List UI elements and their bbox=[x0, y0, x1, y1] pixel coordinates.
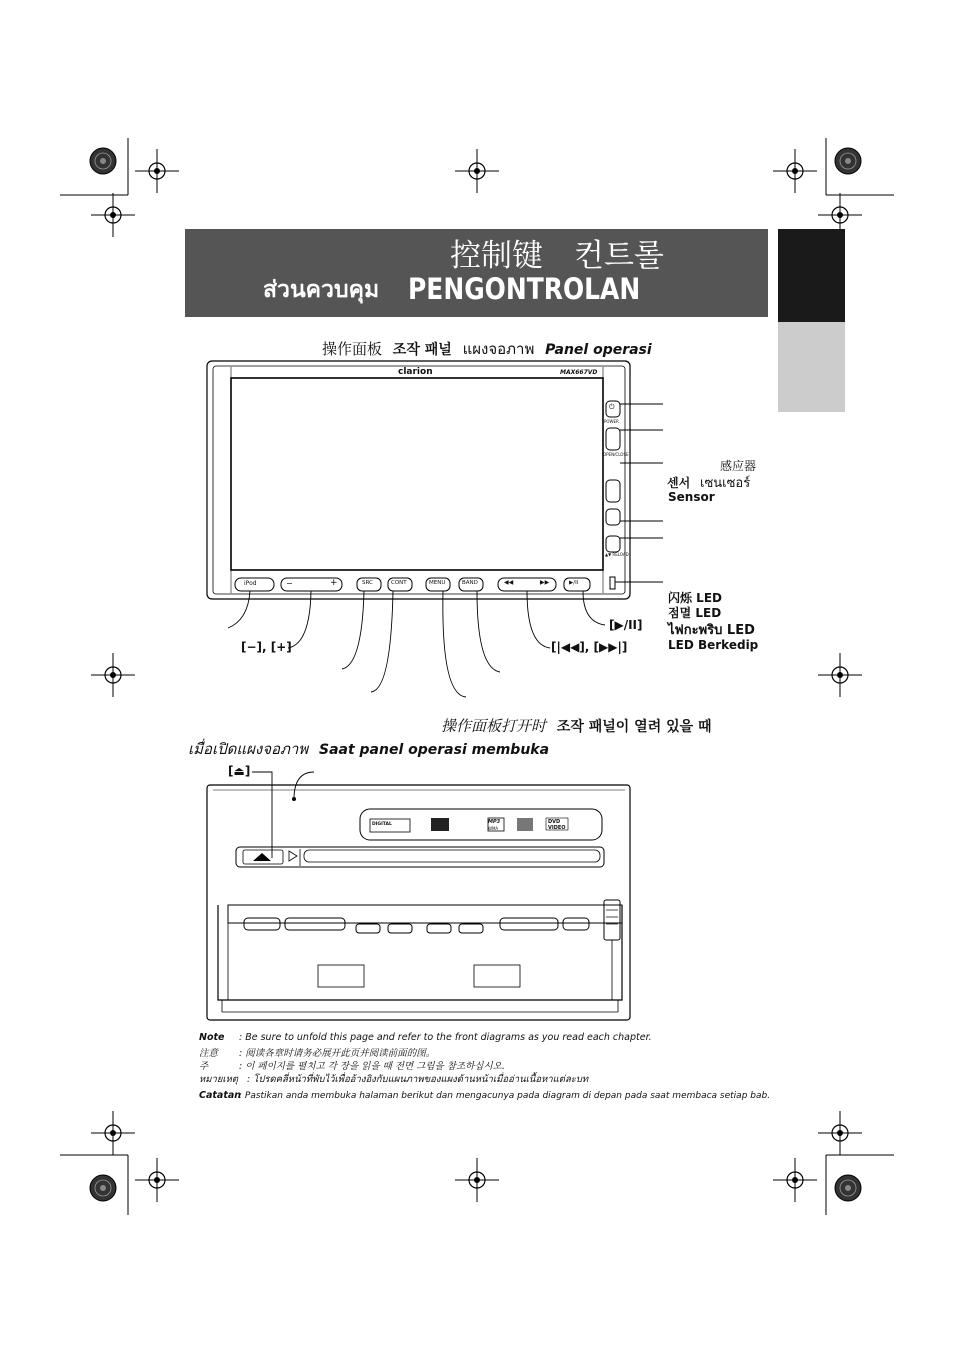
callout-track: [|◀◀], [▶▶|] bbox=[551, 640, 628, 654]
reload-label: ▲▼ RELOAD bbox=[605, 552, 629, 557]
callout-led-ko: 점멸 LED bbox=[668, 606, 722, 620]
brand-logo: clarion bbox=[398, 367, 433, 377]
callout-sensor-zh: 感应器 bbox=[720, 459, 757, 473]
cont-button[interactable]: CONT bbox=[391, 580, 407, 586]
reg-star-tr bbox=[835, 148, 861, 174]
note-zh bbox=[199, 1045, 435, 1059]
caption-ko: 조작 패널 bbox=[392, 342, 452, 358]
dvd-logo: DVD VIDEO bbox=[548, 819, 566, 831]
media-logos bbox=[370, 818, 568, 832]
volume-plus-button[interactable]: + bbox=[330, 578, 338, 588]
panel-caption bbox=[322, 337, 652, 361]
callout-sensor-ko: 센서 bbox=[667, 476, 691, 490]
caption-th: แผงจอภาพ bbox=[462, 340, 535, 358]
note-key: หมายเหตุ bbox=[199, 1074, 239, 1085]
reg-cross bbox=[818, 653, 862, 697]
wma-logo: WMA bbox=[488, 826, 499, 831]
band-button[interactable]: BAND bbox=[462, 580, 478, 586]
note-text: : 이 페이지를 펼치고 각 장을 읽을 때 전면 그림을 참조하십시오. bbox=[239, 1061, 505, 1072]
note-id bbox=[199, 1090, 770, 1101]
callout-led-th: ไฟกะพริบ LED bbox=[668, 623, 755, 638]
note-th bbox=[199, 1072, 588, 1087]
menu-button[interactable]: MENU bbox=[429, 580, 446, 586]
eject-icon bbox=[253, 853, 271, 861]
open-caption-line2 bbox=[188, 737, 549, 761]
src-button[interactable]: SRC bbox=[362, 580, 373, 586]
next-track-button[interactable]: ▶▶ bbox=[540, 579, 550, 586]
callout-sensor-th: เซนเซอร์ bbox=[700, 476, 751, 491]
note-text: : Pastikan anda membuka halaman berikut dan mengacunya pada diagram di depan pada saat membaca setiap bab. bbox=[239, 1091, 771, 1101]
reg-star-bl bbox=[90, 1175, 116, 1201]
ipod-button[interactable]: iPod bbox=[244, 580, 257, 587]
prev-track-button[interactable]: ◀◀ bbox=[504, 579, 514, 586]
digital-logo: DIGITAL bbox=[372, 822, 392, 827]
open-caption-id: Saat panel operasi membuka bbox=[318, 742, 550, 758]
reg-star-tl bbox=[90, 148, 116, 174]
reg-cross bbox=[455, 149, 499, 193]
reg-cross bbox=[91, 1111, 135, 1155]
note-text: : 阅读各章时请务必展开此页并阅读前面的图。 bbox=[239, 1048, 436, 1059]
open-caption-th: เมื่อเปิดแผงจอภาพ bbox=[188, 740, 309, 758]
open-caption-line1 bbox=[441, 715, 712, 736]
note-key: Catatan bbox=[199, 1090, 242, 1101]
reg-cross bbox=[773, 149, 817, 193]
open-caption-zh: 操作面板打开时 bbox=[441, 717, 547, 735]
reg-cross bbox=[818, 1111, 862, 1155]
power-label: POWER bbox=[604, 419, 619, 424]
reg-cross bbox=[91, 653, 135, 697]
mp3-logo: MP3 bbox=[488, 819, 501, 825]
note-en bbox=[199, 1032, 652, 1043]
note-text: : Be sure to unfold this page and refer to the front diagrams as you read each chapter. bbox=[239, 1032, 652, 1043]
note-ko bbox=[199, 1058, 505, 1072]
reg-star-br bbox=[835, 1175, 861, 1201]
reg-cross bbox=[773, 1158, 817, 1202]
volume-minus-button[interactable]: − bbox=[286, 579, 293, 588]
callout-led-zh: 闪烁 LED bbox=[668, 591, 722, 605]
device-front-panel bbox=[207, 361, 630, 599]
reg-cross bbox=[135, 149, 179, 193]
open-close-label: OPEN/CLOSE bbox=[603, 452, 629, 457]
title-indonesian: PENGONTROLAN bbox=[408, 272, 641, 306]
callout-led-id: LED Berkedip bbox=[668, 638, 759, 652]
model-label: MAX667VD bbox=[560, 369, 598, 376]
reg-cross bbox=[91, 193, 135, 237]
callout-play-pause: [▶/II] bbox=[609, 618, 643, 632]
reg-cross bbox=[135, 1158, 179, 1202]
note-key: 주 bbox=[199, 1061, 209, 1072]
callout-volume: [−], [+] bbox=[241, 640, 292, 654]
note-key: Note bbox=[199, 1032, 225, 1043]
open-caption-ko: 조작 패널이 열려 있을 때 bbox=[556, 719, 712, 735]
callout-eject: [⏏] bbox=[228, 764, 251, 778]
title-thai: ส่วนควบคุม bbox=[263, 277, 380, 303]
note-text: : โปรดคลี่หน้าที่พับไว้เพื่ออ้างอิงกับแผนภาพของแผงด้านหน้าเมื่ออ่านเนื้อหาแต่ละบท bbox=[247, 1074, 589, 1085]
reg-cross bbox=[455, 1158, 499, 1202]
title-zh-ko: 控制键 컨트롤 bbox=[450, 238, 664, 274]
reset-hole-icon bbox=[292, 797, 296, 801]
note-key: 注意 bbox=[199, 1048, 219, 1059]
chapter-tab-light bbox=[778, 322, 845, 412]
chapter-tab-dark bbox=[778, 229, 845, 322]
power-icon[interactable]: ⏻ bbox=[609, 403, 615, 411]
caption-id: Panel operasi bbox=[545, 342, 652, 358]
caption-zh: 操作面板 bbox=[322, 340, 383, 358]
callout-sensor-en: Sensor bbox=[668, 490, 715, 504]
play-pause-button[interactable]: ▶/II bbox=[569, 580, 579, 586]
